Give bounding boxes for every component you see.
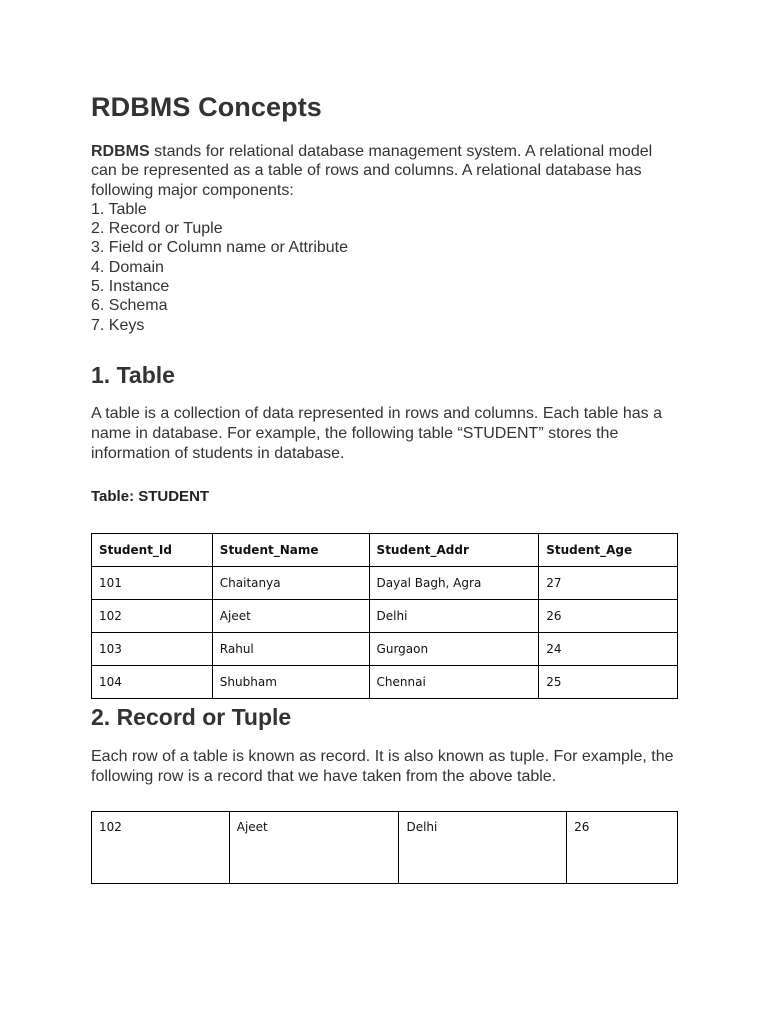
table-header-row bbox=[92, 534, 678, 567]
table-description: A table is a collection of data represented in rows and columns. Each table has a name in database. For example, the following table “STUDENT” stores the information of students in database. bbox=[91, 405, 663, 462]
components-list bbox=[91, 200, 681, 335]
table-caption: Table: STUDENT bbox=[91, 488, 210, 505]
table-cell: 103 bbox=[92, 633, 213, 666]
table-cell: 101 bbox=[92, 567, 213, 600]
table-cell: Delhi bbox=[369, 600, 539, 633]
column-header: Student_Addr bbox=[369, 534, 539, 567]
page-title: RDBMS Concepts bbox=[91, 92, 322, 122]
table-cell: Delhi bbox=[399, 812, 567, 884]
list-item: 5. Instance bbox=[91, 278, 170, 296]
table-cell: Chaitanya bbox=[212, 567, 369, 600]
table-row bbox=[92, 633, 678, 666]
column-header: Student_Id bbox=[92, 534, 213, 567]
table-cell: 104 bbox=[92, 666, 213, 699]
intro-block bbox=[91, 142, 681, 335]
column-header: Student_Name bbox=[212, 534, 369, 567]
student-table bbox=[91, 533, 678, 699]
intro-bold-term: RDBMS bbox=[91, 143, 150, 160]
table-cell: Ajeet bbox=[229, 812, 399, 884]
table-cell: 102 bbox=[92, 600, 213, 633]
table-row bbox=[92, 666, 678, 699]
table-cell: Dayal Bagh, Agra bbox=[369, 567, 539, 600]
section-heading-record: 2. Record or Tuple bbox=[91, 704, 292, 730]
record-table bbox=[91, 811, 678, 884]
table-row bbox=[92, 812, 678, 884]
table-cell: 24 bbox=[539, 633, 678, 666]
table-cell: Gurgaon bbox=[369, 633, 539, 666]
intro-text: stands for relational database management system. A relational model can be represented as a table of rows and columns. A relational database has following major components: bbox=[91, 143, 653, 199]
table-row bbox=[92, 600, 678, 633]
table-cell: 102 bbox=[92, 812, 230, 884]
table-cell: 26 bbox=[567, 812, 678, 884]
list-item: 2. Record or Tuple bbox=[91, 220, 223, 238]
list-item: 1. Table bbox=[91, 200, 147, 218]
list-item: 3. Field or Column name or Attribute bbox=[91, 239, 349, 257]
table-cell: Rahul bbox=[212, 633, 369, 666]
column-header: Student_Age bbox=[539, 534, 678, 567]
table-cell: Shubham bbox=[212, 666, 369, 699]
section-heading-table: 1. Table bbox=[91, 362, 175, 388]
table-row bbox=[92, 567, 678, 600]
list-item: 4. Domain bbox=[91, 258, 164, 276]
table-cell: 25 bbox=[539, 666, 678, 699]
table-cell: 26 bbox=[539, 600, 678, 633]
intro-paragraph bbox=[91, 142, 681, 200]
list-item: 7. Keys bbox=[91, 316, 145, 334]
table-cell: Ajeet bbox=[212, 600, 369, 633]
list-item: 6. Schema bbox=[91, 297, 168, 315]
record-description: Each row of a table is known as record. It is also known as tuple. For example, the following row is a record that we have taken from the above table. bbox=[91, 748, 674, 785]
table-cell: Chennai bbox=[369, 666, 539, 699]
table-cell: 27 bbox=[539, 567, 678, 600]
